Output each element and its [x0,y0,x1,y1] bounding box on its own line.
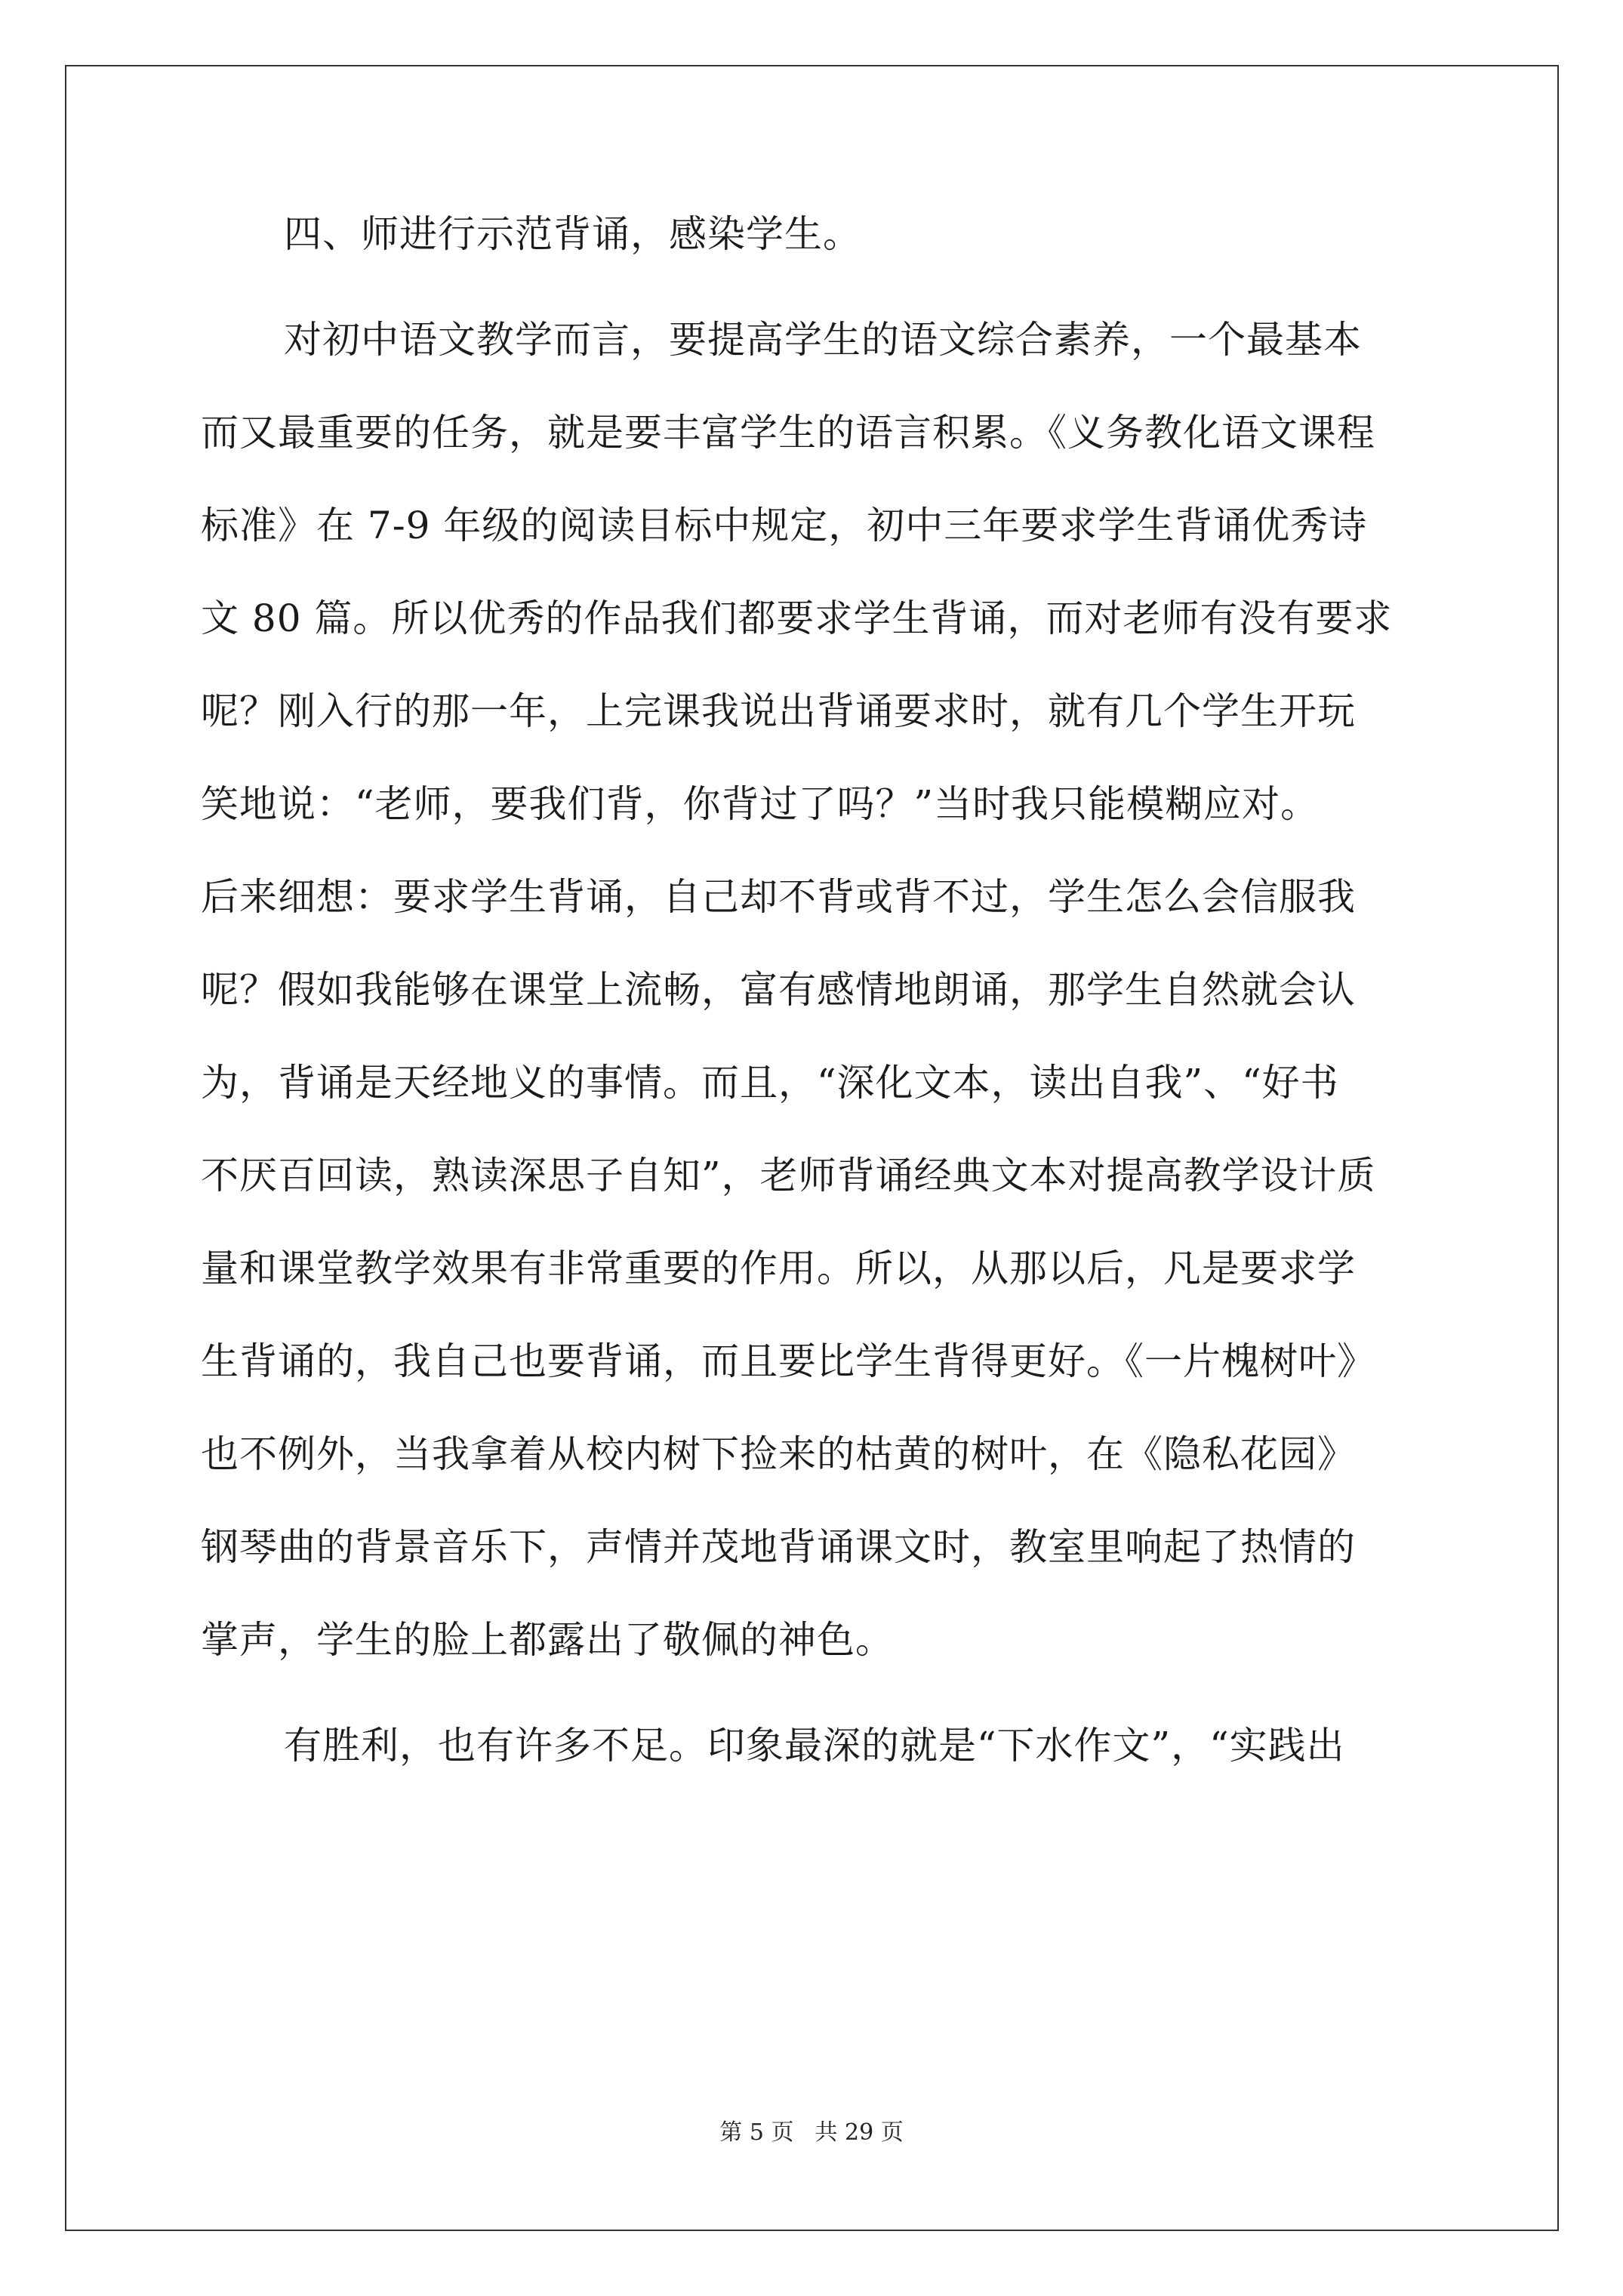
paragraph-line: 掌声，学生的脸上都露出了敬佩的神色。 [201,1618,894,1662]
paragraph-line: 为，背诵是天经地义的事情。而且，“深化文本，读出自我”、“好书 [201,1061,1339,1105]
paragraph-line: 笑地说：“老师，要我们背，你背过了吗？”当时我只能模糊应对。 [201,782,1320,826]
paragraph-line: 不厌百回读，熟读深思子自知”，老师背诵经典文本对提高教学设计质 [201,1154,1376,1197]
section-heading: 四、师进行示范背诵，感染学生。 [284,212,861,256]
paragraph-line: 后来细想：要求学生背诵，自己却不背或背不过，学生怎么会信服我 [201,875,1356,919]
page-footer [0,2118,1623,2148]
paragraph-line: 而又最重要的任务，就是要丰富学生的语言积累。《义务教化语文课程 [201,411,1375,455]
paragraph-line: 量和课堂教学效果有非常重要的作用。所以，从那以后，凡是要求学 [201,1247,1356,1290]
paragraph-line: 也不例外，当我拿着从校内树下捡来的枯黄的树叶，在《隐私花园》 [201,1432,1356,1476]
paragraph-line: 钢琴曲的背景音乐下，声情并茂地背诵课文时，教室里响起了热情的 [201,1525,1356,1569]
page-total: 共 29 页 [815,2119,904,2146]
paragraph-line: 标准》在 7-9 年级的阅读目标中规定，初中三年要求学生背诵优秀诗 [201,504,1368,547]
paragraph-line: 对初中语文教学而言，要提高学生的语文综合素养，一个最基本 [284,318,1362,362]
page-number: 第 5 页 [719,2119,794,2146]
paragraph-line: 呢？假如我能够在课堂上流畅，富有感情地朗诵，那学生自然就会认 [201,968,1356,1012]
paragraph-line: 呢？刚入行的那一年，上完课我说出背诵要求时，就有几个学生开玩 [201,689,1356,733]
paragraph-line: 生背诵的，我自己也要背诵，而且要比学生背得更好。《一片槐树叶》 [201,1339,1375,1383]
paragraph-line: 文 80 篇。所以优秀的作品我们都要求学生背诵，而对老师有没有要求 [201,596,1393,640]
paragraph-line: 有胜利，也有许多不足。印象最深的就是“下水作文”，“实践出 [284,1724,1345,1767]
